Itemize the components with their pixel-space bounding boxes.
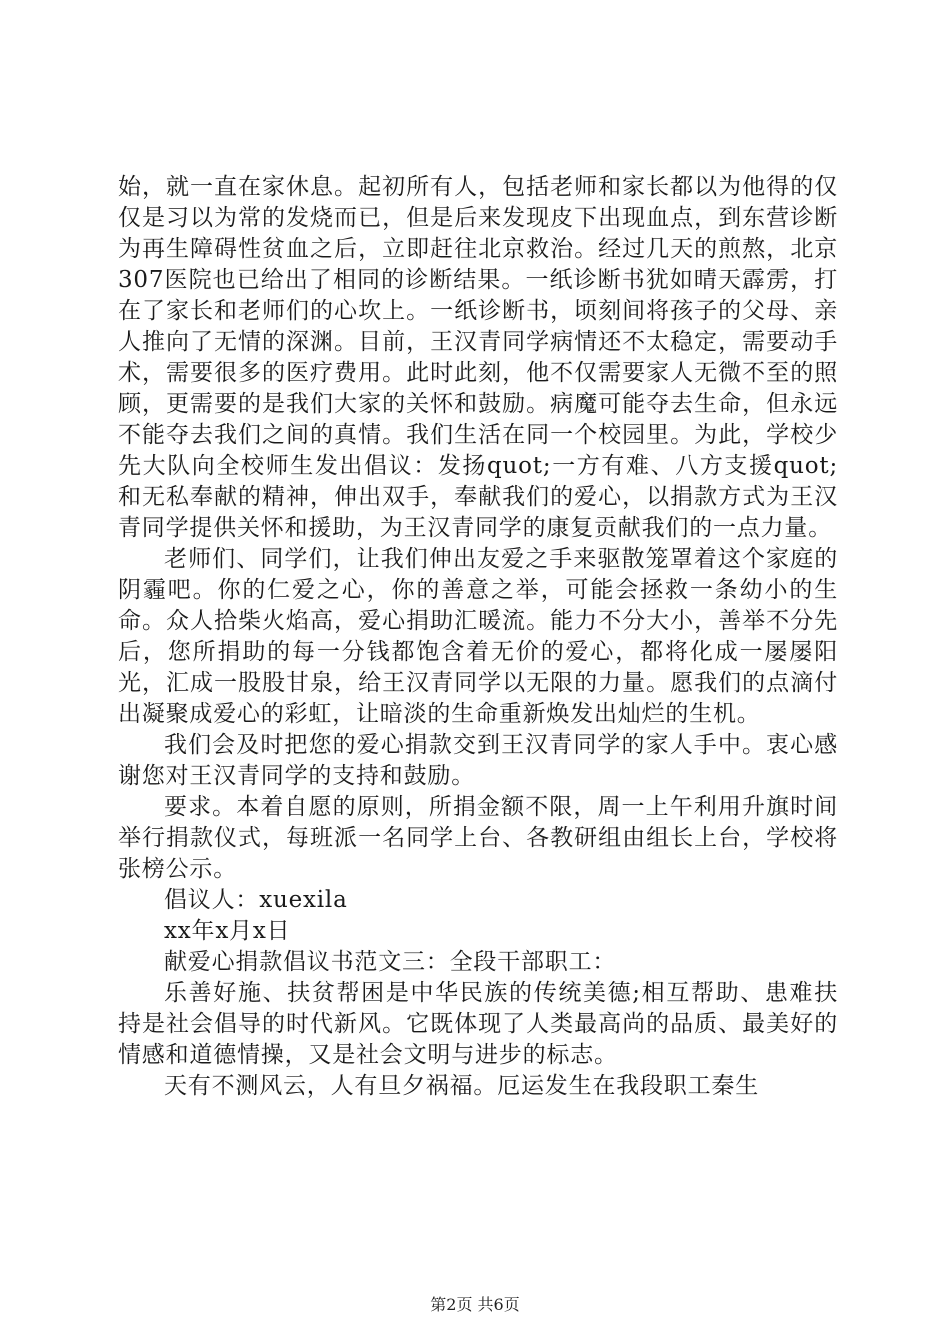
paragraph-3: 我们会及时把您的爱心捐款交到王汉青同学的家人手中。衷心感谢您对王汉青同学的支持和鼓励。 [118,732,838,789]
document-body [118,172,838,1102]
paragraph-6: 天有不测风云，人有旦夕祸福。厄运发生在我段职工秦生 [164,1073,759,1099]
paragraph-5: 乐善好施、扶贫帮困是中华民族的传统美德;相互帮助、患难扶持是社会倡导的时代新风。它既体现了人类最高尚的品质、最美好的情感和道德情操，又是社会文明与进步的标志。 [118,980,838,1068]
paragraph-1: 始，就一直在家休息。起初所有人，包括老师和家长都以为他得的仅仅是习以为常的发烧而已，但是后来发现皮下出现血点，到东营诊断为再生障碍性贫血之后，立即赶往北京救治。经过几天的煎熬，北京307医院也已给出了相同的诊断结果。一纸诊断书犹如晴天霹雳，打在了家长和老师们的心坎上。一纸诊断书，顷刻间将孩子的父母、亲人推向了无情的深渊。目前，王汉青同学病情还不太稳定，需要动手术，需要很多的医疗费用。此时此刻，他不仅需要家人无微不至的照顾，更需要的是我们大家的关怀和鼓励。病魔可能夺去生命，但永远不能夺去我们之间的真情。我们生活在同一个校园里。为此，学校少先大队向全校师生发出倡议：发扬quot;一方有难、八方支援quot;和无私奉献的精神，伸出双手，奉献我们的爱心，以捐款方式为王汉青同学提供关怀和援助，为王汉青同学的康复贡献我们的一点力量。 [118,174,838,541]
page-number-footer: 第2页 共6页 [430,1295,520,1314]
date-line: xx年x月x日 [164,918,291,944]
signatory-line: 倡议人：xuexila [164,887,348,913]
paragraph-4: 要求。本着自愿的原则，所捐金额不限，周一上午利用升旗时间举行捐款仪式，每班派一名同学上台、各教研组由组长上台，学校将张榜公示。 [118,794,838,882]
paragraph-2: 老师们、同学们，让我们伸出友爱之手来驱散笼罩着这个家庭的阴霾吧。你的仁爱之心，你的善意之举，可能会拯救一条幼小的生命。众人拾柴火焰高，爱心捐助汇暖流。能力不分大小，善举不分先后，您所捐助的每一分钱都饱含着无价的爱心，都将化成一屡屡阳光，汇成一股股甘泉，给王汉青同学以无限的力量。愿我们的点滴付出凝聚成爱心的彩虹，让暗淡的生命重新焕发出灿烂的生机。 [118,546,838,727]
section-heading: 献爱心捐款倡议书范文三：全段干部职工： [164,949,617,975]
